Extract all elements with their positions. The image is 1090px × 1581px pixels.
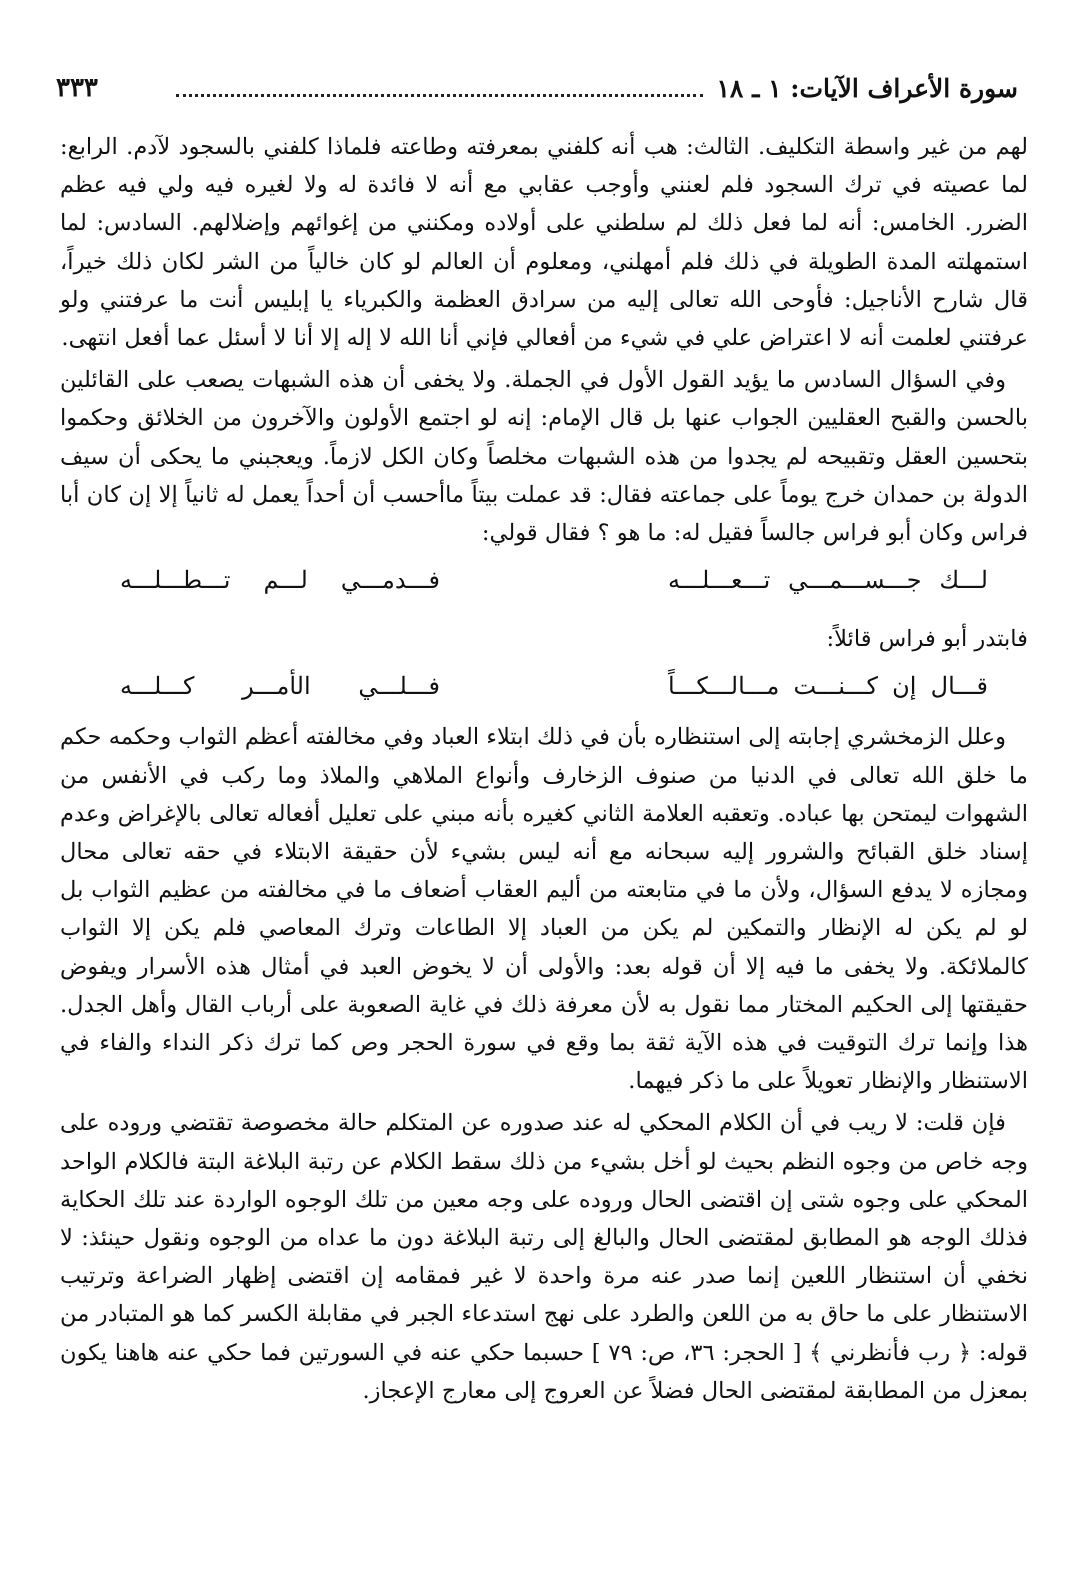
- paragraph-1: لهم من غير واسطة التكليف. الثالث: هب أنه كلفني بمعرفته وطاعته فلماذا كلفني بالسجود لآدم. الرابع: لما عصيته في ترك السجود فلم لعنني وأوجب عقابي مع أنه لا فائدة له ولا لغيره فيه ولي فيه عظم الضرر. الخامس: أنه لما فعل ذلك لم سلطني على أولاده ومكنني من إغوائهم وإضلالهم. السادس: لما استمهلته المدة الطويلة في ذلك فلم أمهلني، ومعلوم أن العالم لو كان خالياً من الشر لكان ذلك خيراً، قال شارح الأناجيل: فأوحى الله تعالى إليه من سرادق العظمة والكبرياء يا إبليس أنت ما عرفتني ولو عرفتني لعلمت أنه لا اعتراض علي في شيء من أفعالي فإني أنا الله لا إله إلا أنا لا أسئل عما أفعل انتهى.: [60, 134, 1028, 352]
- dotted-leader: [176, 80, 703, 97]
- page-body: [60, 128, 1028, 1414]
- verse-2-second-hemistich: فـــلـــي الأمـــر كـــلـــه: [120, 672, 440, 701]
- verse-intro: فابتدر أبو فراس قائلاً:: [826, 626, 1028, 653]
- verse-2-first-hemistich: قـــال إن كـــنـــت مـــالـــكـــاً: [668, 672, 988, 701]
- running-title: سورة الأعراف الآيات: ١ ـ ١٨: [716, 73, 1018, 103]
- paragraph-3: وعلل الزمخشري إجابته إلى استنظاره بأن في ذلك ابتلاء العباد وفي مخالفته أعظم الثواب وحكمه حكم ما خلق الله تعالى في الدنيا من صنوف الزخارف وأنواع الملاهي والملاذ وما ركب في الأنفس من الشهوات ليمتحن بها عباده. وتعقبه العلامة الثاني كغيره بأنه مبني على تعليل أفعاله تعالى بالإغراض وعدم إسناد خلق القبائح والشرور إليه سبحانه مع أنه ليس بشيء لأن حقيقة الابتلاء في حقه تعالى محال ومجازه لا يدفع السؤال، ولأن ما في متابعته من أليم العقاب أضعاف ما في مخالفته من عظيم الثواب بل لو لم يكن له الإنظار والتمكين لم يكن من العباد إلا الطاعات وترك المعاصي فلم يكن إلا الثواب كالملائكة. ولا يخفى ما فيه إلا أن قوله بعد: والأولى أن لا يخوض العبد في أمثال هذه الأسرار ويفوض حقيقتها إلى الحكيم المختار مما نقول به لأن معرفة ذلك في غاية الصعوبة على أرباب القال وأهل الجدل. هذا وإنما ترك التوقيت في هذه الآية ثقة بما وقع في سورة الحجر وص كما ترك ذكر النداء والفاء في الاستنظار والإنظار تعويلاً على ما ذكر فيهما.: [60, 724, 1028, 1095]
- paragraph-2: وفي السؤال السادس ما يؤيد القول الأول في الجملة. ولا يخفى أن هذه الشبهات يصعب على القائلين بالحسن والقبح العقليين الجواب عنها بل قال الإمام: إنه لو اجتمع الأولون والآخرون من الخلائق وحكموا بتحسين العقل وتقبيحه لم يجدوا من هذه الشبهات مخلصاً وكان الكل لازماً. ويعجبني ما يحكى أن سيف الدولة بن حمدان خرج يوماً على جماعته فقال: قد عملت بيتاً ماأحسب أن أحداً يعمل له ثانياً إلا إن كان أبا فراس وكان أبو فراس جالساً فقيل له: ما هو ؟ فقال قولي:: [60, 367, 1028, 547]
- page-header: [56, 68, 1018, 108]
- verse-1: [60, 560, 1028, 600]
- page-number: ٣٣٣: [56, 73, 98, 103]
- verse-1-first-hemistich: لـــك جـــســـمـــي تـــعـــلـــه: [668, 566, 988, 595]
- verse-2: [60, 666, 1028, 706]
- verse-1-second-hemistich: فـــدمـــي لـــم تـــطـــلـــه: [120, 566, 440, 595]
- paragraph-4: فإن قلت: لا ريب في أن الكلام المحكي له عند صدوره عن المتكلم حالة مخصوصة تقتضي وروده على وجه خاص من وجوه النظم بحيث لو أخل بشيء من ذلك سقط الكلام عن رتبة البلاغة البتة فالكلام الواحد المحكي على وجوه شتى إن اقتضى الحال وروده على وجه معين من تلك الوجوه الواردة عند تلك الحكاية فذلك الوجه هو المطابق لمقتضى الحال والبالغ إلى رتبة البلاغة دون ما عداه من الوجوه ونقول حينئذ: لا نخفي أن استنظار اللعين إنما صدر عنه مرة واحدة لا غير فمقامه إن اقتضى إظهار الضراعة وترتيب الاستنظار على ما حاق به من اللعن والطرد على نهج استدعاء الجبر في مقابلة الكسر كما هو المتبادر من قوله: ﴿ رب فأنظرني ﴾ [ الحجر: ٣٦، ص: ٧٩ ] حسبما حكي عنه في السورتين فما حكي عنه هاهنا يكون بمعزل من المطابقة لمقتضى الحال فضلاً عن العروج إلى معارج الإعجاز.: [60, 1110, 1028, 1404]
